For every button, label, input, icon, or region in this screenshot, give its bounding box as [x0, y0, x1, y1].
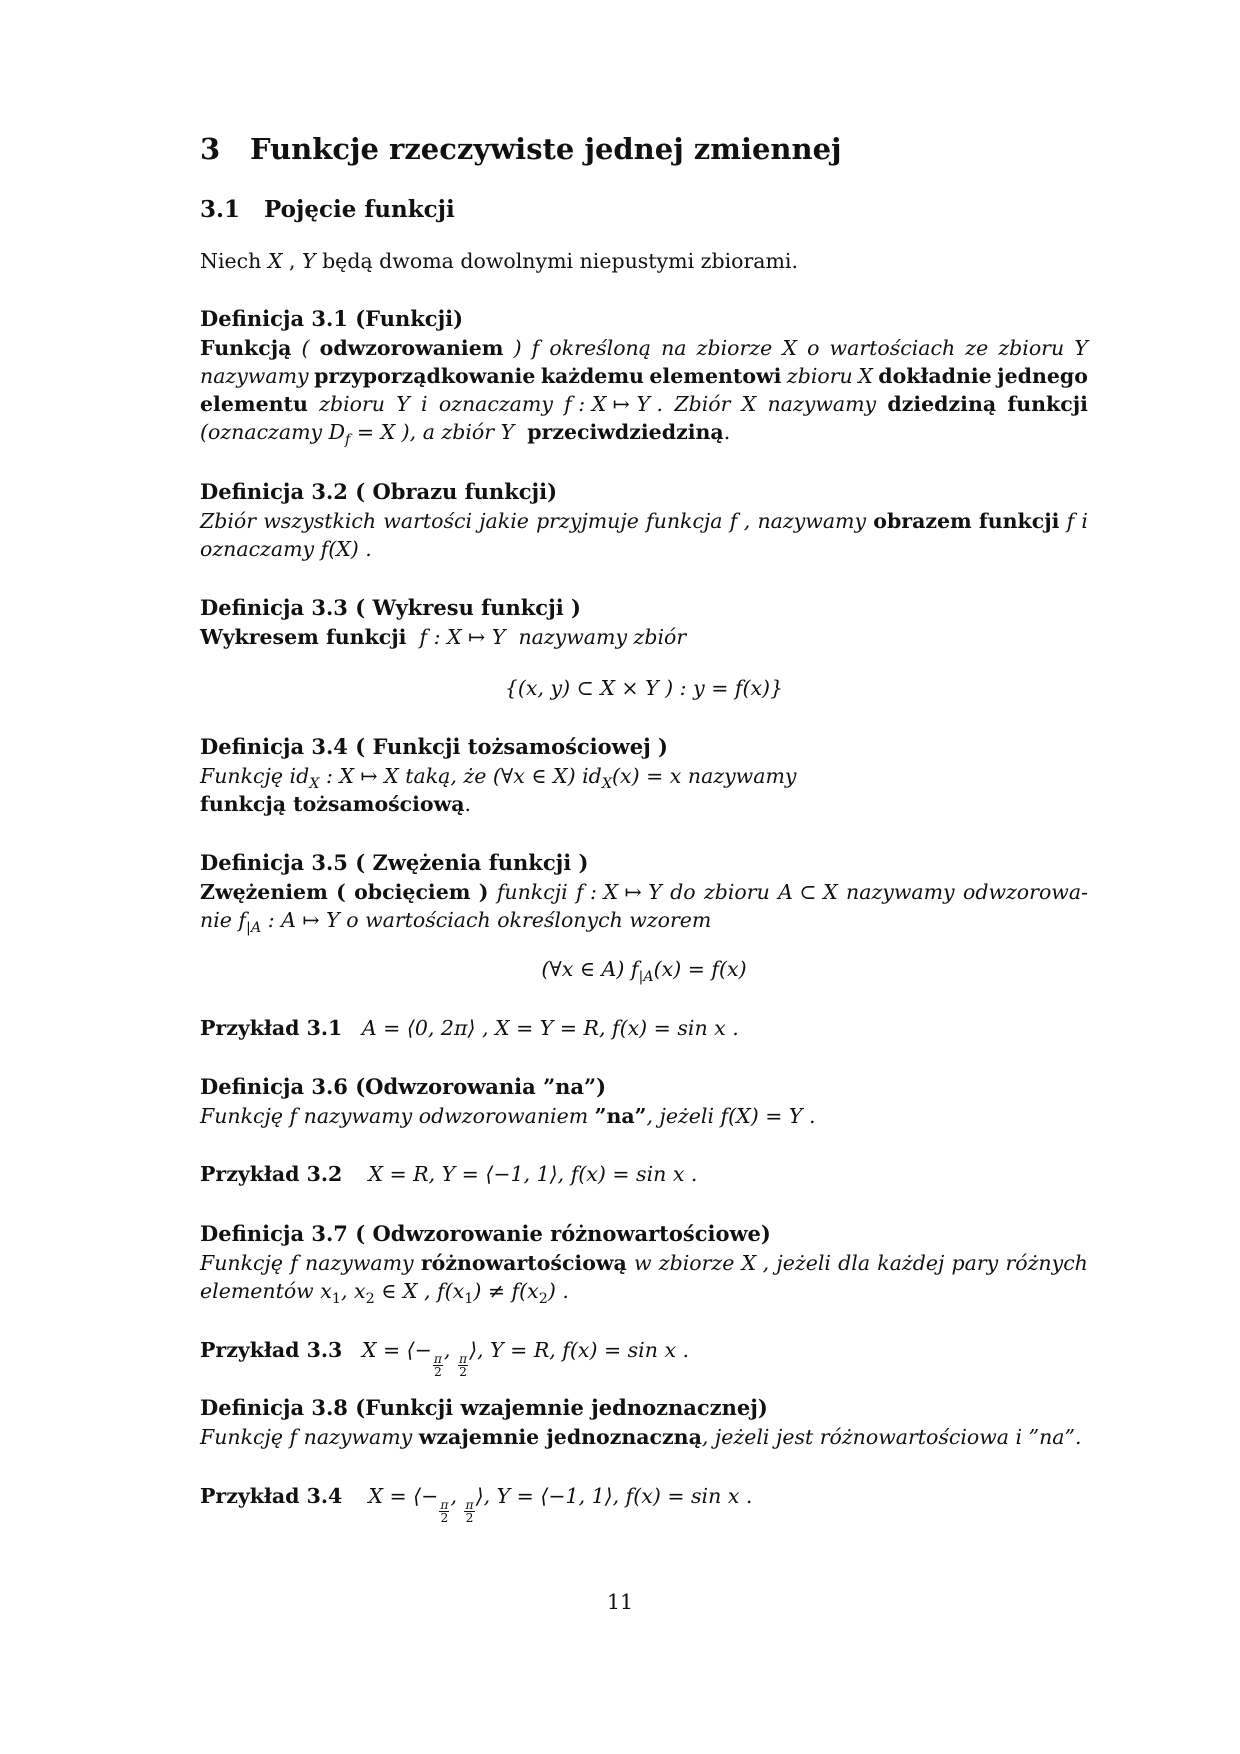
section-heading	[200, 132, 842, 166]
definition-title: Definicja 3.3 ( Wykresu funkcji )	[200, 595, 581, 620]
definition-text-line: Zwężeniem ( obcięciem ) funkcji f : X ↦ Y do zbioru A ⊂ X nazywamy odwzorowa-	[200, 880, 1088, 904]
display-formula: {(x, y) ⊂ X × Y ) : y = f(x)}	[504, 676, 784, 700]
example-line: Przykład 3.1 A = ⟨0, 2π⟩ , X = Y = R, f(x) = sin x .	[200, 1016, 739, 1040]
example-label: Przykład 3.4	[200, 1484, 343, 1508]
definition-text-line: Funkcję $id_X$ : X ↦ X taką, że (∀x ∈ X) $id_X(x) = x$ nazywamy	[200, 764, 797, 793]
example-label: Przykład 3.2	[200, 1162, 343, 1186]
example-line: Przykład 3.2 X = R, Y = ⟨−1, 1⟩, f(x) = sin x .	[200, 1162, 698, 1186]
definition-text-line: Funkcję f nazywamy wzajemnie jednoznaczną, jeżeli jest różnowartościowa i ”na”.	[200, 1425, 1082, 1449]
definition-title: Definicja 3.5 ( Zwężenia funkcji )	[200, 850, 589, 875]
definition-text-line: Funkcją ( odwzorowaniem ) f określoną na zbiorze X o wartościach ze zbioru Y	[200, 336, 1088, 360]
definition-text-line: elementów $x_1$, $x_2$ ∈ X , $f(x_1) \ne f(x_2)$ .	[200, 1279, 569, 1308]
definition-text-line: Wykresem funkcji f : X ↦ Y nazywamy zbiór	[200, 625, 687, 649]
subsection-number: 3.1	[200, 196, 241, 223]
subsection-title: Pojęcie funkcji	[264, 196, 455, 223]
section-title: Funkcje rzeczywiste jednej zmiennej	[250, 132, 842, 166]
fraction: $\frac{\pi}{2}$	[433, 1351, 442, 1380]
fraction: $\frac{\pi}{2}$	[465, 1497, 474, 1526]
definition-title: Definicja 3.4 ( Funkcji tożsamościowej )	[200, 734, 668, 759]
definition-text-line: nazywamy przyporządkowanie każdemu elementowi zbioru X dokładnie jednego	[200, 364, 1088, 388]
definition-text-line: (oznaczamy $D_f = X$ ), a zbiór Y przeciwdziedziną.	[200, 420, 731, 449]
definition-text-line: oznaczamy f(X) .	[200, 537, 372, 561]
definition-title: Definicja 3.8 (Funkcji wzajemnie jednoznacznej)	[200, 1395, 768, 1420]
section-number: 3	[200, 132, 221, 166]
page-number: 11	[606, 1590, 634, 1614]
definition-title: Definicja 3.6 (Odwzorowania ”na”)	[200, 1074, 607, 1099]
definition-text-line: Funkcję f nazywamy odwzorowaniem ”na”, jeżeli f(X) = Y .	[200, 1104, 816, 1128]
fraction: $\frac{\pi}{2}$	[440, 1497, 449, 1526]
fraction: $\frac{\pi}{2}$	[458, 1351, 468, 1380]
example-line: Przykład 3.4 X = ⟨− $\frac{\pi}{2}$ , $\frac{\pi}{2}$ ⟩, Y = ⟨−1, 1⟩, f(x) = sin x .	[200, 1484, 753, 1526]
subsection-heading	[200, 196, 455, 223]
definition-text-line: nie $f_{|A}$ : A ↦ Y o wartościach określonych wzorem	[200, 908, 712, 937]
example-label: Przykład 3.1	[200, 1016, 343, 1040]
example-line: Przykład 3.3 X = ⟨− $\frac{\pi}{2}$ , $\frac{\pi}{2}$ ⟩, Y = R, f(x) = sin x .	[200, 1338, 690, 1380]
definition-title: Definicja 3.1 (Funkcji)	[200, 306, 464, 331]
definition-text-line: Funkcję f nazywamy różnowartościową w zbiorze X , jeżeli dla każdej pary różnych	[200, 1251, 1088, 1275]
example-label: Przykład 3.3	[200, 1338, 343, 1362]
definition-text-line: Zbiór wszystkich wartości jakie przyjmuje funkcja f , nazywamy obrazem funkcji f i	[200, 509, 1088, 533]
definition-title: Definicja 3.7 ( Odwzorowanie różnowartościowe)	[200, 1221, 771, 1246]
intro-paragraph: Niech X , Y będą dwoma dowolnymi niepustymi zbiorami.	[200, 249, 798, 273]
definition-text-line: elementu zbioru Y i oznaczamy f : X ↦ Y . Zbiór X nazywamy dziedziną funkcji	[200, 392, 1088, 416]
display-formula: (∀x ∈ A) $f_{|A}(x) = f(x)$	[541, 957, 747, 986]
definition-text-line: funkcją tożsamościową.	[200, 792, 472, 816]
definition-title: Definicja 3.2 ( Obrazu funkcji)	[200, 479, 558, 504]
